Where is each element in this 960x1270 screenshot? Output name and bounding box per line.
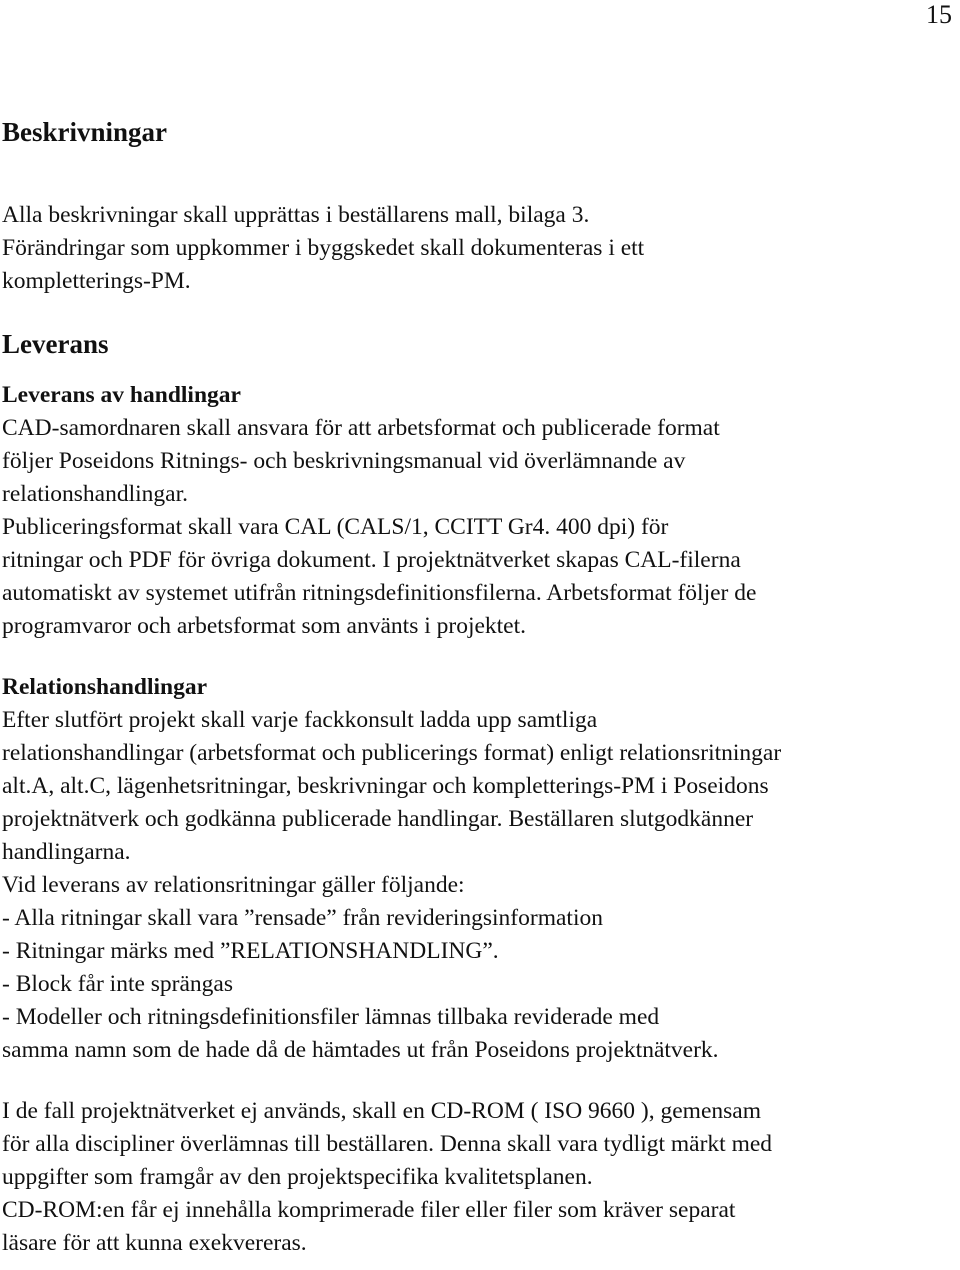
text-line: Alla beskrivningar skall upprättas i beställarens mall, bilaga 3. [2,202,590,228]
text-line: samma namn som de hade då de hämtades ut från Poseidons projektnätverk. [2,1037,719,1063]
subheading-leverans-av-handlingar: Leverans av handlingar [2,382,241,408]
text-line: projektnätverk och godkänna publicerade handlingar. Beställaren slutgodkänner [2,806,754,832]
text-line: I de fall projektnätverket ej används, skall en CD-ROM ( ISO 9660 ), gemensam [2,1098,761,1124]
text-line: relationshandlingar. [2,481,188,507]
text-line: CD-ROM:en får ej innehålla komprimerade filer eller filer som kräver separat [2,1197,736,1223]
text-line: automatiskt av systemet utifrån ritningsdefinitionsfilerna. Arbetsformat följer de [2,580,757,606]
document-body [2,114,952,1260]
text-line: Efter slutfört projekt skall varje fackkonsult ladda upp samtliga [2,707,598,733]
text-line: för alla discipliner överlämnas till beställaren. Denna skall vara tydligt märkt med [2,1131,773,1157]
text-line: alt.A, alt.C, lägenhetsritningar, beskrivningar och kompletterings-PM i Poseidons [2,773,769,799]
page-number: 15 [926,0,952,29]
list-item: - Alla ritningar skall vara ”rensade” från revideringsinformation [2,905,603,931]
text-line: Publiceringsformat skall vara CAL (CALS/1, CCITT Gr4. 400 dpi) för [2,514,669,540]
text-line: programvaror och arbetsformat som använts i projektet. [2,613,527,639]
text-line: Förändringar som uppkommer i byggskedet skall dokumenteras i ett [2,235,645,261]
heading-beskrivningar: Beskrivningar [2,117,168,147]
text-line: följer Poseidons Ritnings- och beskrivningsmanual vid överlämnande av [2,448,686,474]
text-line: Vid leverans av relationsritningar gäller följande: [2,872,465,898]
heading-leverans: Leverans [2,329,109,359]
text-line: handlingarna. [2,839,131,865]
text-line: relationshandlingar (arbetsformat och publicerings format) enligt relationsritningar [2,740,782,766]
list-item: - Block får inte sprängas [2,971,234,997]
text-line: kompletterings-PM. [2,268,191,294]
text-line: ritningar och PDF för övriga dokument. I projektnätverket skapas CAL-filerna [2,547,741,573]
list-item: - Ritningar märks med ”RELATIONSHANDLING”. [2,938,499,964]
heading-relationshandlingar: Relationshandlingar [2,674,208,700]
list-item: - Modeller och ritningsdefinitionsfiler lämnas tillbaka reviderade med [2,1004,660,1030]
text-line: CAD-samordnaren skall ansvara för att arbetsformat och publicerade format [2,415,720,441]
text-line: uppgifter som framgår av den projektspecifika kvalitetsplanen. [2,1164,593,1190]
text-line: läsare för att kunna exekvereras. [2,1230,307,1256]
